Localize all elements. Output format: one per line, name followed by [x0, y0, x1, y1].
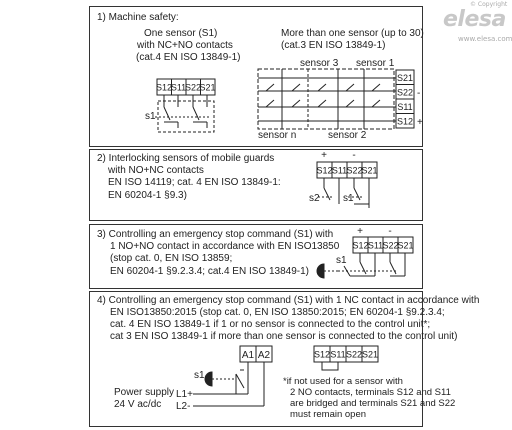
section1-switch-label: s1 [145, 111, 156, 122]
section3-switch-label: s1 [336, 255, 347, 266]
section4-heading-line1: 4) Controlling an emergency stop command (S1) with 1 NC contact in accordance with [97, 295, 480, 306]
section4-heading-line3: cat. 4 EN ISO 13849-1 if 1 or no sensor is connected to the control unit*; [110, 319, 431, 330]
section1-heading: 1) Machine safety: [97, 12, 179, 23]
s2-terminal-s22: S22 [346, 165, 363, 176]
section2-heading-line4: EN 60204-1 §9.3) [108, 190, 187, 201]
s2-terminal-s21: S21 [361, 165, 378, 176]
section4-power-supply-line2: 24 V ac/dc [114, 399, 162, 410]
section4-heading-line2: EN ISO13850:2015 (stop cat. 0, EN ISO 13850:2015; EN 60204-1 §9.2.3.4; [110, 307, 445, 318]
s1-terminal-s12: S12 [155, 82, 173, 93]
section3-heading-line3: (stop cat. 0, EN ISO 13859; [110, 253, 233, 264]
section1-more-sensors-line1: More than one sensor (up to 30) [281, 28, 424, 39]
section3-heading-line1: 3) Controlling an emergency stop command (S1) with [97, 229, 334, 240]
section2-heading-line3: EN ISO 14119; cat. 4 EN ISO 13849-1: [108, 177, 281, 188]
s1-terminal-s22: S22 [184, 82, 202, 93]
s2-terminal-s12: S12 [316, 165, 333, 176]
section2-switch-label-s2: s2 [309, 193, 320, 204]
s3-terminal-s22: S22 [382, 240, 399, 251]
section3-polarity-plus: + [357, 226, 363, 237]
website-url: www.elesa.com [458, 35, 512, 43]
emergency-stop-mushroom-icon [317, 264, 324, 278]
label-sensor-1: sensor 1 [356, 58, 395, 69]
section4-switch-label: s1 [194, 370, 205, 381]
right-terminal-s12: S12 [396, 116, 414, 127]
right-terminal-s11: S11 [397, 102, 413, 112]
section4-note-line1: *if not used for a sensor with [283, 376, 403, 387]
right-terminal-s21: S21 [396, 73, 414, 83]
section3-heading-line2: 1 NO+NO contact in accordance with EN ISO13850 [110, 241, 340, 252]
label-l1: L1+ [176, 389, 193, 400]
right-terminal-s22: S22 [396, 87, 414, 98]
s4-terminal-s21: S21 [361, 349, 379, 360]
label-sensor-n: sensor n [258, 130, 297, 141]
section2-switch-label-s1: s1 [343, 193, 354, 204]
s3-terminal-s11: S11 [367, 240, 384, 251]
label-l2: L2- [176, 401, 191, 412]
section4-note-line4: must remain open [290, 409, 367, 420]
s3-terminal-s21: S21 [397, 240, 414, 251]
section4-power-supply-line1: Power supply [114, 387, 175, 398]
section1-multi-sensor-diagram [258, 69, 414, 129]
section1-one-sensor-line2: with NC+NO contacts [137, 40, 233, 51]
s1-terminal-s21: S21 [199, 82, 216, 93]
section1-more-sensors-line2: (cat.3 EN ISO 13849-1) [281, 40, 386, 51]
section1-polarity-minus: - [417, 88, 421, 99]
section4-heading-line4: cat 3 EN ISO 13849-1 if more than one sensor is connected to the control unit) [110, 331, 458, 342]
section1-polarity-plus: + [417, 117, 423, 128]
section2-heading-line2: with NO+NC contacts [108, 165, 204, 176]
s4-terminal-s22: S22 [345, 349, 363, 360]
section4-note-line2: 2 NO contacts, terminals S12 and S11 [290, 387, 451, 398]
terminal-a2: A2 [257, 350, 271, 361]
section4-note-line3: are bridged and terminals S21 and S22 [290, 398, 456, 409]
s4-terminal-s11: S11 [330, 349, 346, 360]
section1-one-sensor-line3: (cat.4 EN ISO 13849-1) [136, 52, 241, 63]
section4-emergency-stop-icon [205, 372, 212, 386]
s2-terminal-s11: S11 [331, 165, 348, 176]
copyright-label: © Copyright [470, 1, 508, 8]
section3-heading-line4: EN 60204-1 §9.2.3.4; cat.4 EN ISO 13849-1) [110, 266, 310, 277]
s1-terminal-s11: S11 [170, 82, 187, 93]
section2-heading-line1: 2) Interlocking sensors of mobile guards [97, 153, 275, 164]
section3-polarity-minus: - [388, 226, 392, 237]
label-sensor-2: sensor 2 [328, 130, 367, 141]
terminal-a1: A1 [241, 350, 255, 361]
section2-polarity-minus: - [352, 150, 356, 161]
elesa-logo: elesa [443, 7, 506, 32]
s3-terminal-s12: S12 [352, 240, 369, 251]
section2-polarity-plus: + [321, 150, 327, 161]
label-sensor-3: sensor 3 [300, 58, 339, 69]
section1-one-sensor-line1: One sensor (S1) [144, 28, 218, 39]
s4-terminal-s12: S12 [313, 349, 331, 360]
